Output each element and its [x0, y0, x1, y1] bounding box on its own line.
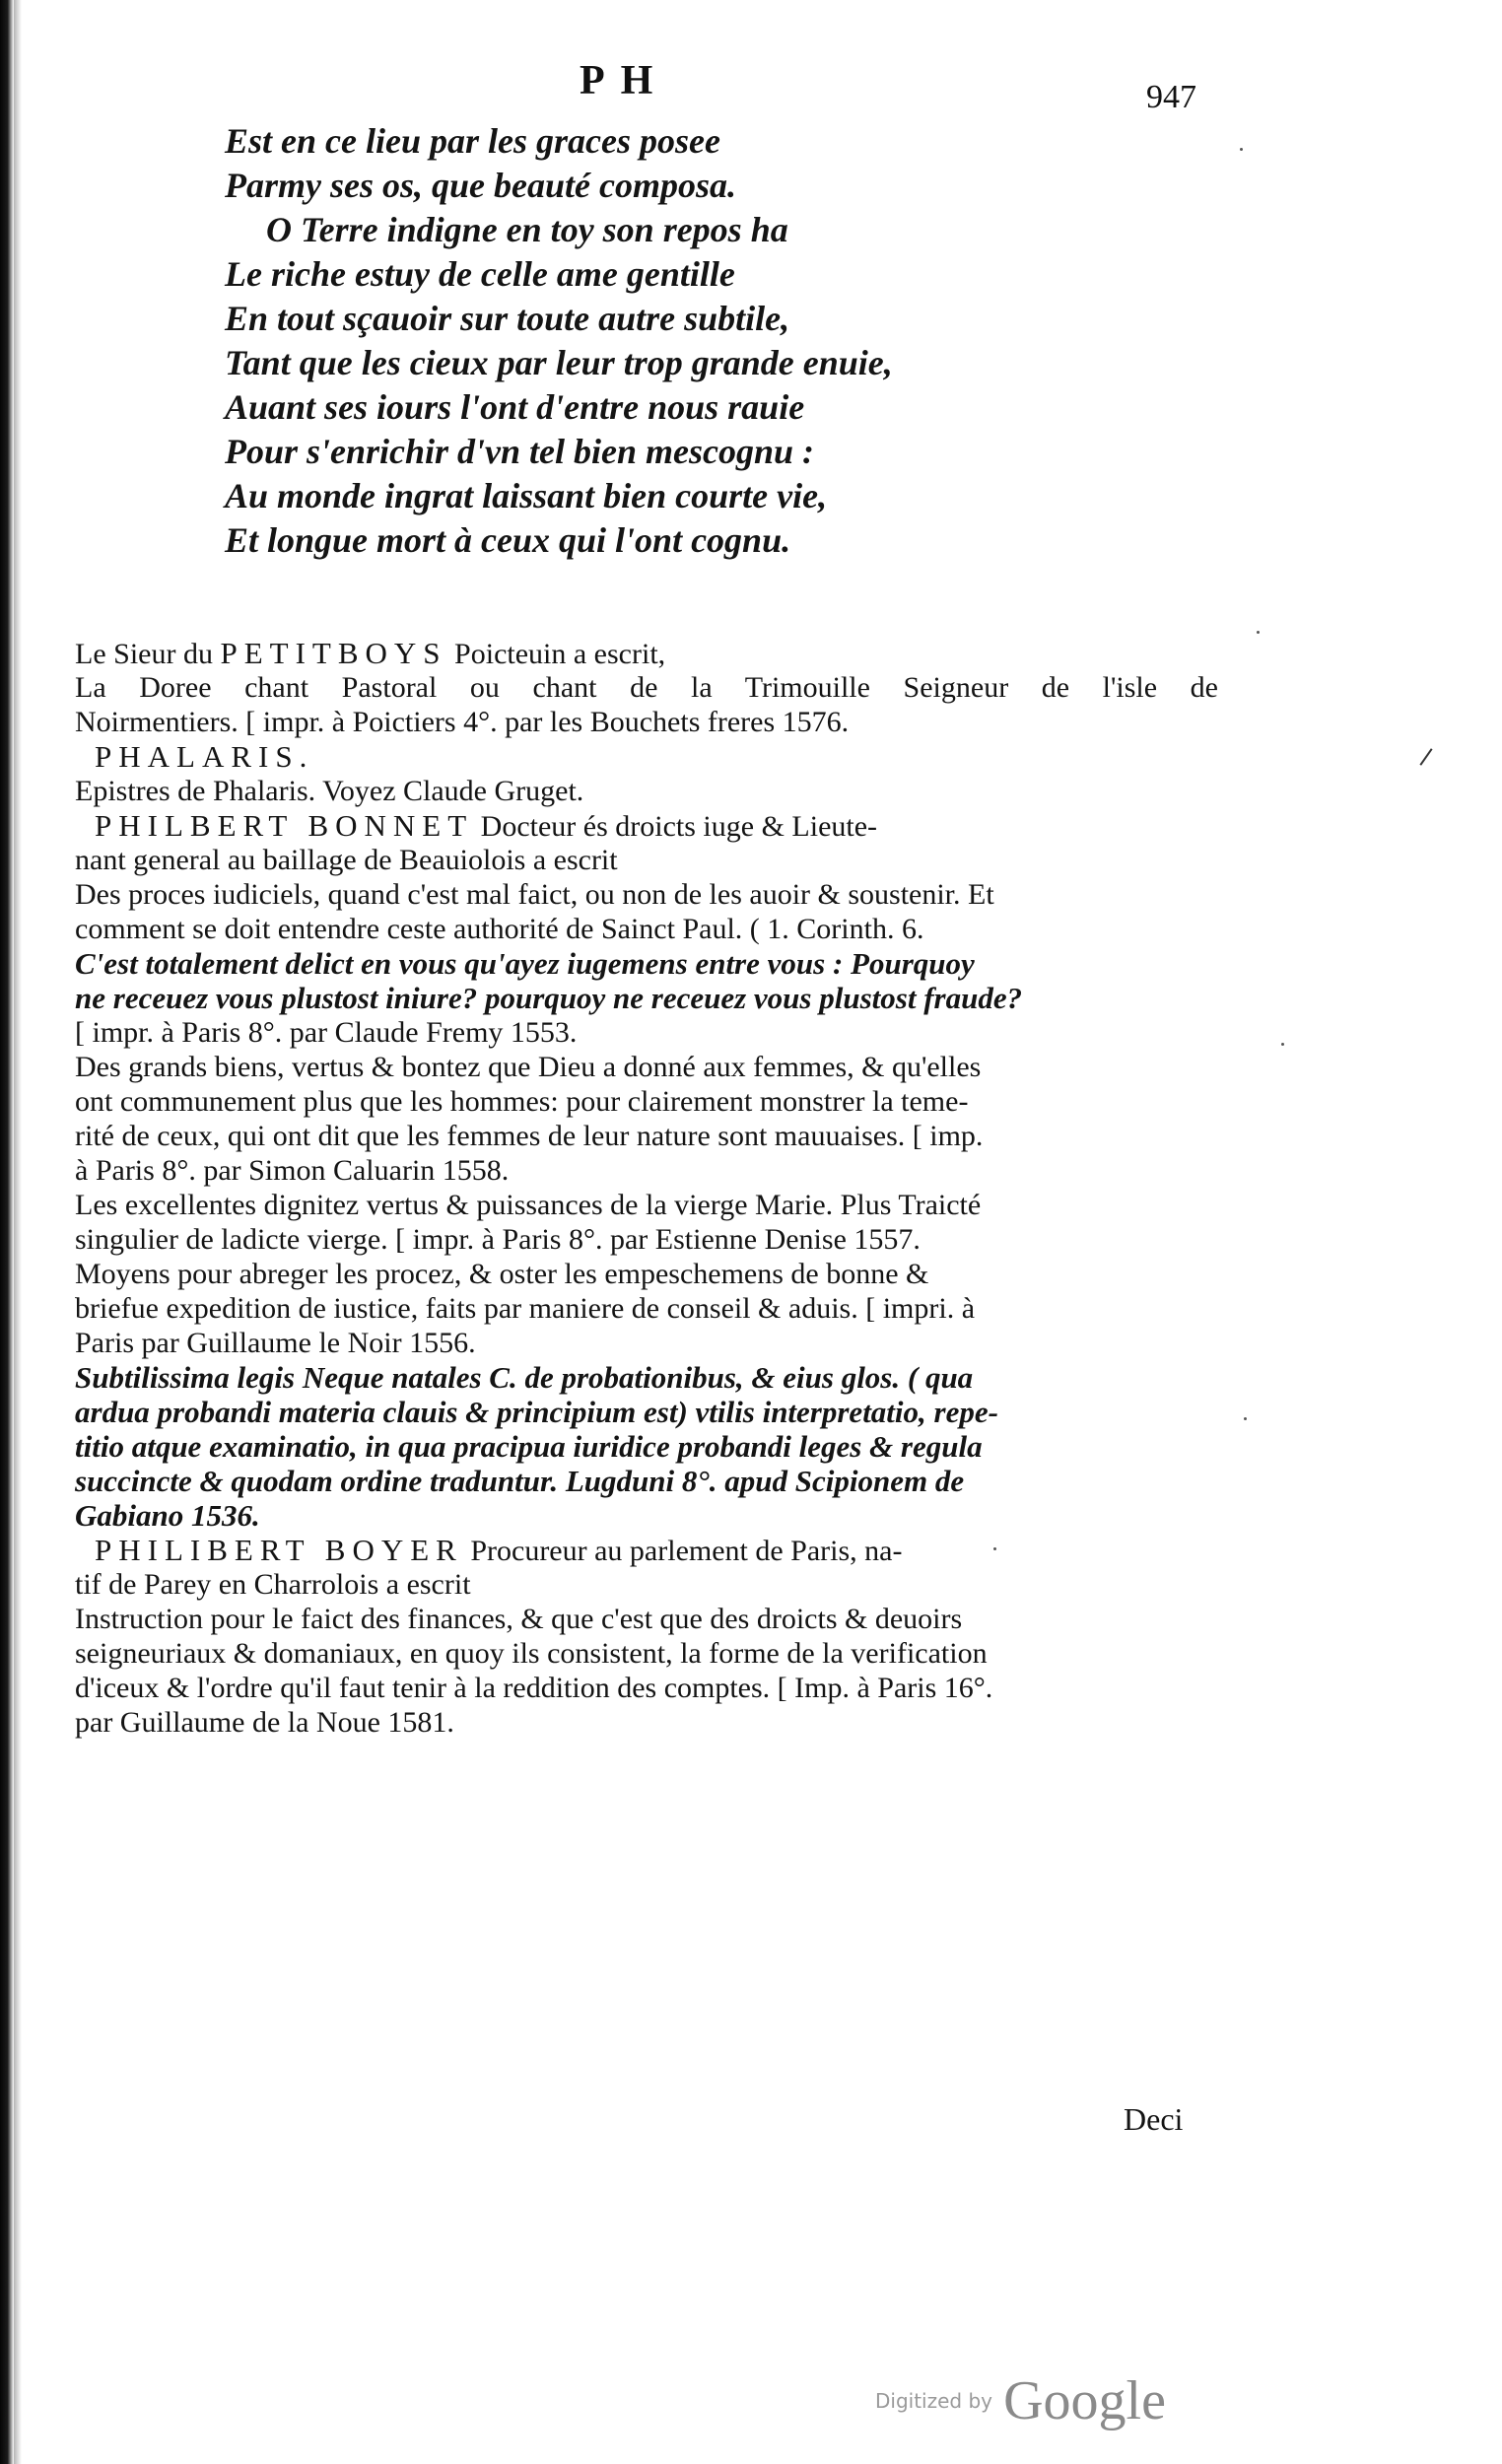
- entry-text: Epistres de Phalaris. Voyez Claude Gruget.: [75, 775, 584, 807]
- author-name: PHALARIS.: [95, 739, 314, 774]
- poem-block: [225, 119, 1329, 563]
- work-line: comment se doit entendre ceste authorité de Sainct Paul. ( 1. Corinth. 6.: [75, 913, 924, 945]
- poem-line: Le riche estuy de celle ame gentille: [225, 254, 735, 294]
- work-line: d'iceux & l'ordre qu'il faut tenir à la reddition des comptes. [ Imp. à Paris 16°.: [75, 1672, 993, 1704]
- entry-heading-petitboys: [75, 636, 1218, 670]
- digitized-by-text: Digitized by: [875, 2389, 992, 2413]
- google-logo: Google: [1003, 2370, 1166, 2431]
- poem-line: Tant que les cieux par leur trop grande enuie,: [225, 343, 893, 382]
- author-name: PHILIBERT BOYER: [95, 1533, 463, 1567]
- scan-speck: [1240, 148, 1243, 151]
- page-gutter-edge: [0, 0, 14, 2464]
- work-line: ont communement plus que les hommes: pour clairement monstrer la teme-: [75, 1085, 969, 1118]
- poem-line: En tout sçauoir sur toute autre subtile,: [225, 299, 790, 338]
- work-line: Des grands biens, vertus & bontez que Dieu a donné aux femmes, & qu'elles: [75, 1051, 982, 1083]
- work-line: Les excellentes dignitez vertus & puissances de la vierge Marie. Plus Traicté: [75, 1189, 982, 1221]
- entry-heading-boyer: [75, 1533, 1218, 1567]
- work-line: par Guillaume de la Noue 1581.: [75, 1706, 454, 1739]
- work-line: singulier de ladicte vierge. [ impr. à Paris 8°. par Estienne Denise 1557.: [75, 1223, 921, 1256]
- work-line-italic: ardua probandi materia clauis & principium est) vtilis interpretatio, repe-: [75, 1395, 998, 1429]
- scan-speck: [1257, 631, 1260, 634]
- work-line: à Paris 8°. par Simon Caluarin 1558.: [75, 1154, 510, 1187]
- page-number: 947: [1146, 79, 1196, 115]
- poem-line: Est en ce lieu par les graces posee: [225, 121, 720, 161]
- poem-line: Pour s'enrichir d'vn tel bien mescognu :: [225, 432, 815, 471]
- entry-text: nant general au baillage de Beauiolois a escrit: [75, 844, 618, 876]
- work-line: Moyens pour abreger les procez, & oster les empeschemens de bonne &: [75, 1258, 929, 1290]
- poem-line: Auant ses iours l'ont d'entre nous rauie: [225, 387, 805, 427]
- work-line-italic: titio atque examinatio, in qua pracipua iuridice probandi leges & regula: [75, 1429, 983, 1464]
- scan-speck: [1244, 1417, 1247, 1420]
- catchword: Deci: [1124, 2101, 1184, 2137]
- work-line: seigneuriaux & domaniaux, en quoy ils consistent, la forme de la verification: [75, 1637, 988, 1670]
- poem-line: O Terre indigne en toy son repos ha: [266, 210, 788, 249]
- running-head: PH: [580, 58, 669, 103]
- poem-line: Parmy ses os, que beauté composa.: [225, 166, 736, 205]
- work-line: Instruction pour le faict des finances, & que c'est que des droicts & deuoirs: [75, 1603, 963, 1635]
- author-name: PHILBERT BONNET: [95, 808, 474, 843]
- entry-heading-phalaris: [75, 739, 1218, 774]
- work-line-italic: Gabiano 1536.: [75, 1498, 260, 1533]
- work-line: Paris par Guillaume le Noir 1556.: [75, 1327, 476, 1359]
- scan-mark: [1419, 748, 1432, 766]
- work-line-italic: Subtilissima legis Neque natales C. de probationibus, & eius glos. ( qua: [75, 1360, 974, 1395]
- page-gutter-shadow: [14, 0, 22, 2464]
- entry-text: tif de Parey en Charrolois a escrit: [75, 1568, 471, 1601]
- entry-heading-bonnet: [75, 808, 1218, 843]
- work-line-italic: succincte & quodam ordine traduntur. Lugduni 8°. apud Scipionem de: [75, 1464, 965, 1498]
- poem-line: Au monde ingrat laissant bien courte vie,: [225, 476, 828, 515]
- scan-speck: [1281, 1043, 1284, 1046]
- work-line: rité de ceux, qui ont dit que les femmes de leur nature sont mauuaises. [ imp.: [75, 1120, 984, 1152]
- entry-description: Procureur au parlement de Paris, na-: [470, 1535, 903, 1567]
- work-line: Des proces iudiciels, quand c'est mal faict, ou non de les auoir & soustenir. Et: [75, 878, 994, 911]
- work-line-italic: ne receuez vous plustost iniure? pourquoy ne receuez vous plustost fraude?: [75, 981, 1023, 1015]
- entry-description: Poicteuin a escrit,: [454, 638, 666, 670]
- work-line-italic: C'est totalement delict en vous qu'ayez iugemens entre vous : Pourquoy: [75, 946, 975, 981]
- digitized-watermark: [875, 2369, 1166, 2432]
- work-line: [ impr. à Paris 8°. par Claude Fremy 1553.: [75, 1016, 578, 1049]
- entry-intro: Le Sieur du: [75, 638, 213, 670]
- poem-line: Et longue mort à ceux qui l'ont cognu.: [225, 520, 791, 560]
- bibliography-entries: [75, 636, 1218, 1740]
- entry-text: La Doree chant Pastoral ou chant de la Trimouille Seigneur de l'isle de: [75, 671, 1218, 704]
- scan-speck: [993, 1547, 996, 1550]
- entry-description: Docteur és droicts iuge & Lieute-: [480, 810, 878, 843]
- entry-text: Noirmentiers. [ impr. à Poictiers 4°. par les Bouchets freres 1576.: [75, 706, 850, 738]
- work-line: briefue expedition de iustice, faits par maniere de conseil & aduis. [ impri. à: [75, 1292, 976, 1325]
- author-name: PETITBOYS: [220, 636, 447, 670]
